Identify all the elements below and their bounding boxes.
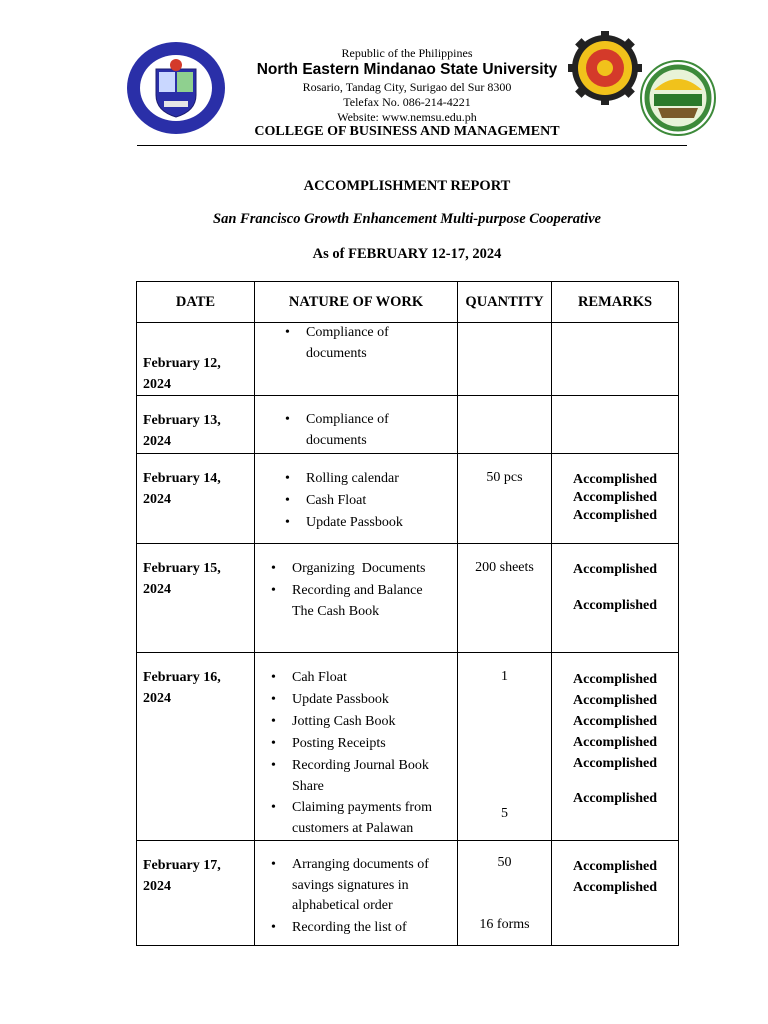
table-row (137, 396, 679, 454)
remark-status: Accomplished (573, 508, 657, 523)
remarks-cell (552, 323, 679, 396)
university-name: North Eastern Mindanao State University (256, 61, 558, 78)
remark-status: Accomplished (573, 598, 657, 613)
remarks-cell (552, 454, 679, 544)
column-header-remarks: REMARKS (552, 282, 679, 323)
work-item: • Recording the list of (292, 917, 457, 939)
date-cell (137, 841, 255, 946)
table-row (137, 323, 679, 396)
quantity-cell (458, 396, 552, 454)
report-title: ACCOMPLISHMENT REPORT (303, 178, 511, 194)
remark-status: Accomplished (573, 490, 657, 505)
work-item: • Organizing Documents (292, 558, 457, 580)
remark-status: Accomplished (573, 880, 657, 895)
quantity-cell (458, 454, 552, 544)
header-divider (137, 145, 687, 146)
date-text: February 15, (143, 561, 221, 576)
remark-status: Accomplished (573, 672, 657, 687)
work-item: • Compliance of documents (306, 410, 457, 451)
quantity-cell (458, 544, 552, 653)
remark-status: Accomplished (573, 756, 657, 771)
remark-status: Accomplished (573, 735, 657, 750)
work-item: • Jotting Cash Book (292, 711, 457, 733)
table-row (137, 544, 679, 653)
quantity-cell (458, 841, 552, 946)
work-item: • Update Passbook (306, 512, 457, 534)
accomplishment-table (136, 281, 679, 946)
work-cell (255, 396, 458, 454)
date-text: February 16, (143, 670, 221, 685)
remark-status: Accomplished (573, 562, 657, 577)
quantity-cell (458, 653, 552, 841)
letterhead (222, 45, 592, 145)
column-header-date: DATE (137, 282, 255, 323)
work-cell (255, 454, 458, 544)
work-item: • Arranging documents of savings signatures in alphabetical order (292, 855, 457, 917)
date-cell (137, 323, 255, 396)
table-row (137, 841, 679, 946)
remark-status: Accomplished (573, 714, 657, 729)
table-header-row (137, 282, 679, 323)
telefax-line: Telefax No. 086-214-4221 (343, 95, 471, 109)
table-row (137, 454, 679, 544)
date-year: 2024 (143, 691, 171, 706)
date-text: February 12, (143, 356, 221, 371)
column-header-nature-of-work: NATURE OF WORK (255, 282, 458, 323)
college-name: COLLEGE OF BUSINESS AND MANAGEMENT (254, 124, 560, 139)
date-text: February 13, (143, 413, 221, 428)
work-cell (255, 544, 458, 653)
remark-status: Accomplished (573, 472, 657, 487)
date-year: 2024 (143, 434, 171, 449)
work-item: • Recording Journal Book Share (292, 755, 457, 797)
remark-status: Accomplished (573, 693, 657, 708)
quantity-value: 50 pcs (486, 470, 523, 485)
remarks-cell (552, 396, 679, 454)
date-cell (137, 653, 255, 841)
quantity-value: 50 (497, 855, 512, 870)
work-cell (255, 323, 458, 396)
table-row (137, 653, 679, 841)
date-cell (137, 454, 255, 544)
college-gear-logo (568, 31, 642, 105)
republic-line: Republic of the Philippines (341, 46, 473, 60)
cooperative-logo (640, 60, 716, 136)
remark-status: Accomplished (573, 859, 657, 874)
quantity-value: 200 sheets (475, 560, 534, 575)
work-item: • Update Passbook (292, 689, 457, 711)
remarks-cell (552, 544, 679, 653)
quantity-value: 5 (501, 806, 508, 821)
date-cell (137, 396, 255, 454)
remark-status: Accomplished (573, 791, 657, 806)
date-year: 2024 (143, 492, 171, 507)
date-year: 2024 (143, 879, 171, 894)
remarks-cell (552, 841, 679, 946)
website-line: Website: www.nemsu.edu.ph (337, 110, 477, 124)
work-cell (255, 841, 458, 946)
work-item: • Compliance of documents (306, 323, 457, 364)
quantity-value: 1 (501, 669, 508, 684)
address-line: Rosario, Tandag City, Surigao del Sur 8300 (302, 80, 512, 94)
work-item: • Cah Float (292, 667, 457, 689)
report-period: As of FEBRUARY 12-17, 2024 (312, 246, 502, 262)
work-cell (255, 653, 458, 841)
date-year: 2024 (143, 377, 171, 392)
work-item: • Recording and Balance The Cash Book (292, 580, 457, 622)
date-year: 2024 (143, 582, 171, 597)
nemsu-seal-logo (126, 41, 226, 135)
work-item: • Posting Receipts (292, 733, 457, 755)
work-item: • Cash Float (306, 490, 457, 512)
date-text: February 17, (143, 858, 221, 873)
remarks-cell (552, 653, 679, 841)
date-cell (137, 544, 255, 653)
date-text: February 14, (143, 471, 221, 486)
work-item: • Rolling calendar (306, 468, 457, 490)
report-subtitle: San Francisco Growth Enhancement Multi-purpose Cooperative (213, 211, 601, 227)
quantity-cell (458, 323, 552, 396)
quantity-value: 16 forms (479, 917, 530, 932)
column-header-quantity: QUANTITY (458, 282, 552, 323)
work-item: • Claiming payments from customers at Palawan (292, 797, 457, 839)
